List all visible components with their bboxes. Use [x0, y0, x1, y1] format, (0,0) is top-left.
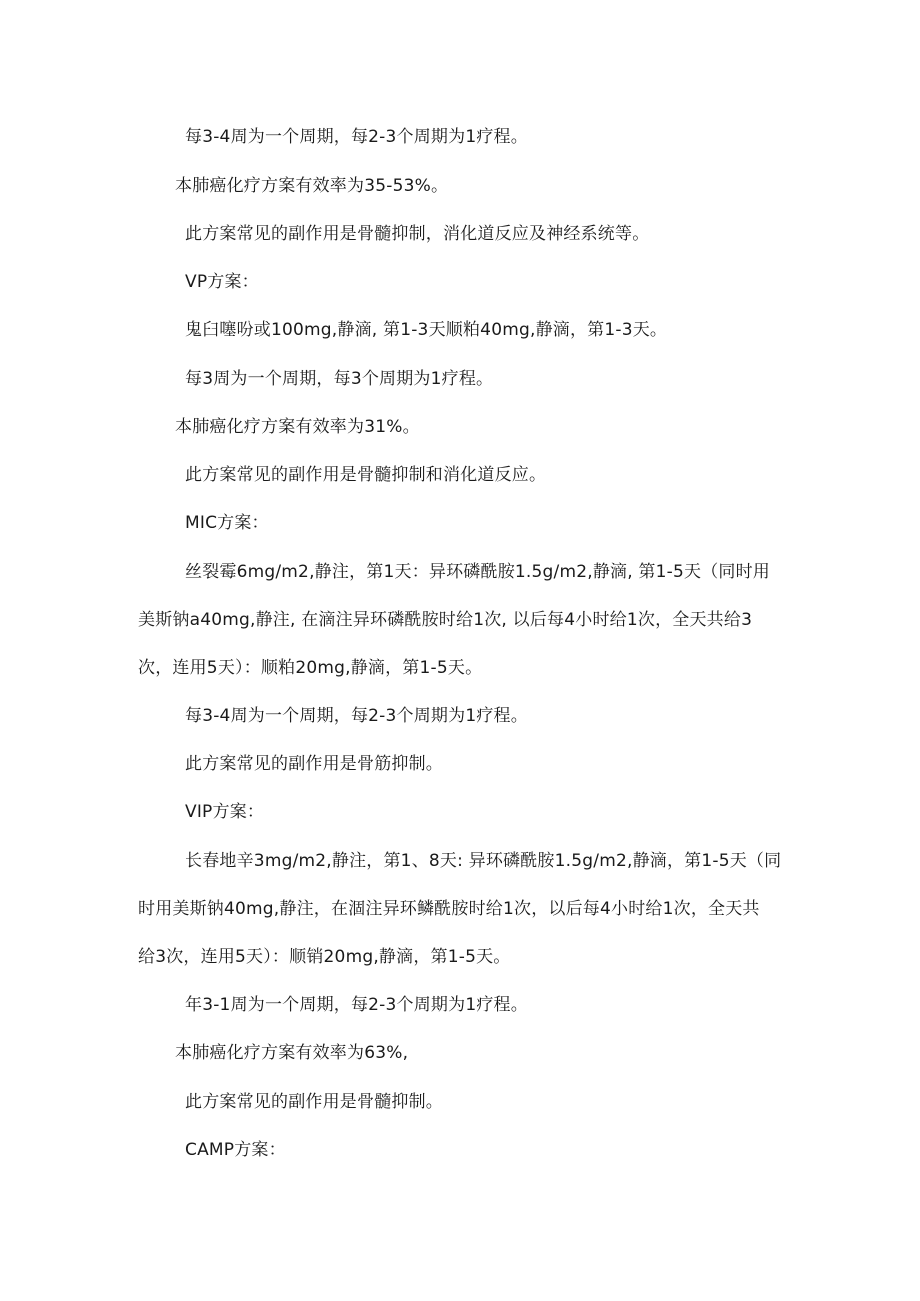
paragraph-cycle-4: 年3-1周为一个周期，每2-3个周期为1疗程。: [185, 995, 528, 1015]
paragraph-efficacy-1: 本肺癌化疗方案有效率为35-53%。: [175, 176, 449, 196]
paragraph-side-effects-1: 此方案常见的副作用是骨髓抑制，消化道反应及神经系统等。: [185, 224, 650, 244]
paragraph-cycle-3: 每3-4周为一个周期，每2-3个周期为1疗程。: [185, 706, 528, 726]
paragraph-mic-dosage-line-3: 次，连用5天）：顺粕20mg,静滴，第1-5天。: [138, 658, 483, 678]
paragraph-vip-dosage-line-1: 长春地辛3mg/m2,静注，第1、8天: 异环磷酰胺1.5g/m2,静滴，第1-5天（同: [185, 851, 782, 871]
paragraph-efficacy-2: 本肺癌化疗方案有效率为31%。: [175, 417, 420, 437]
heading-vp-regimen: VP方案：: [185, 272, 259, 292]
paragraph-cycle-1: 每3-4周为一个周期，每2-3个周期为1疗程。: [185, 127, 528, 147]
paragraph-mic-dosage-line-2: 美斯钠a40mg,静注, 在滴注异环磷酰胺时给1次, 以后每4小时给1次，全天共给3: [138, 610, 753, 630]
paragraph-vip-dosage-line-3: 给3次，连用5天）：顺销20mg,静滴，第1-5天。: [138, 947, 511, 967]
paragraph-efficacy-3: 本肺癌化疗方案有效率为63%,: [175, 1043, 409, 1063]
paragraph-mic-dosage-line-1: 丝裂霉6mg/m2,静注，第1天：异环磷酰胺1.5g/m2,静滴, 第1-5天（同时用: [185, 562, 770, 582]
paragraph-cycle-2: 每3周为一个周期，每3个周期为1疗程。: [185, 369, 494, 389]
paragraph-vip-dosage-line-2: 时用美斯钠40mg,静注，在涸注异环鳞酰胺时给1次，以后每4小时给1次，全天共: [138, 899, 760, 919]
paragraph-side-effects-2: 此方案常见的副作用是骨髓抑制和消化道反应。: [185, 465, 547, 485]
heading-camp-regimen: CAMP方案：: [185, 1140, 286, 1160]
paragraph-vp-dosage: 鬼臼噻吩或100mg,静滴, 第1-3天顺粕40mg,静滴，第1-3天。: [185, 320, 668, 340]
heading-vip-regimen: VIP方案：: [185, 802, 265, 822]
paragraph-side-effects-3: 此方案常见的副作用是骨筋抑制。: [185, 754, 443, 774]
paragraph-side-effects-4: 此方案常见的副作用是骨髓抑制。: [185, 1092, 443, 1112]
heading-mic-regimen: MIC方案：: [185, 513, 269, 533]
